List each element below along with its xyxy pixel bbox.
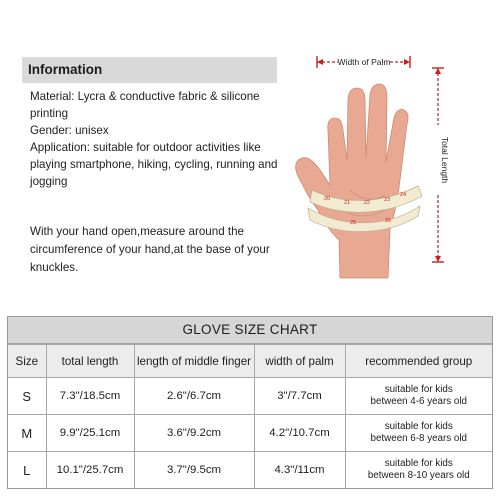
gender-text: Gender: unisex: [30, 124, 109, 137]
palm-width-cell: 4.2"/10.7cm: [254, 415, 345, 452]
palm-width-cell: 4.3"/11cm: [254, 452, 345, 489]
hand-illustration: [290, 40, 495, 290]
material-text: Material: Lycra & conductive fabric & silicone printing: [30, 90, 260, 120]
group-cell: [345, 415, 492, 452]
palm-width-cell: 3"/7.7cm: [254, 378, 345, 415]
width-dimension-line: [317, 56, 410, 68]
tape-number: 23: [384, 197, 391, 203]
group-cell: [345, 452, 492, 489]
tape-number: 20: [324, 196, 331, 202]
tape-number: 21: [344, 200, 351, 206]
group-line: suitable for kids: [384, 384, 453, 395]
header-total-length: total length: [46, 345, 134, 378]
hand-shape: [296, 84, 408, 278]
total-length-label: Total Length: [440, 136, 450, 184]
header-size: Size: [8, 345, 46, 378]
middle-finger-cell: 3.6"/9.2cm: [134, 415, 254, 452]
measure-instruction: With your hand open,measure around the circumference of your hand,at the base of your knuckles.: [30, 225, 270, 274]
info-text-block: [30, 88, 280, 190]
group-line: between 6-8 years old: [370, 433, 467, 444]
total-length-cell: 7.3"/18.5cm: [46, 378, 134, 415]
tape-number: 22: [364, 200, 371, 206]
table-row: [8, 452, 492, 489]
group-line: suitable for kids: [384, 421, 453, 432]
tape-number: 24: [400, 192, 407, 198]
tape-number: 26: [385, 218, 392, 224]
header-middle-finger: length of middle finger: [134, 345, 254, 378]
length-dimension-line: [432, 68, 450, 262]
tape-number: 25: [350, 220, 357, 226]
group-cell: [345, 378, 492, 415]
size-cell: S: [8, 378, 46, 415]
application-text: Application: suitable for outdoor activities like playing smartphone, hiking, cycling, running and jogging: [30, 141, 278, 188]
header-row: [8, 345, 492, 378]
middle-finger-cell: 2.6"/6.7cm: [134, 378, 254, 415]
hand-measurement-figure: [290, 40, 495, 290]
group-line: between 4-6 years old: [370, 396, 467, 407]
middle-finger-cell: 3.7"/9.5cm: [134, 452, 254, 489]
size-cell: L: [8, 452, 46, 489]
header-palm-width: width of palm: [254, 345, 345, 378]
information-heading: Information: [22, 57, 277, 83]
group-line: between 8-10 years old: [367, 470, 470, 481]
chart-title: GLOVE SIZE CHART: [8, 317, 492, 344]
group-line: suitable for kids: [384, 458, 453, 469]
table-row: [8, 378, 492, 415]
table-row: [8, 415, 492, 452]
width-of-palm-label: Width of Palm: [337, 57, 391, 67]
total-length-cell: 9.9"/25.1cm: [46, 415, 134, 452]
header-recommended-group: recommended group: [345, 345, 492, 378]
total-length-cell: 10.1"/25.7cm: [46, 452, 134, 489]
glove-size-chart: [7, 316, 493, 489]
size-cell: M: [8, 415, 46, 452]
size-table: [8, 344, 492, 488]
